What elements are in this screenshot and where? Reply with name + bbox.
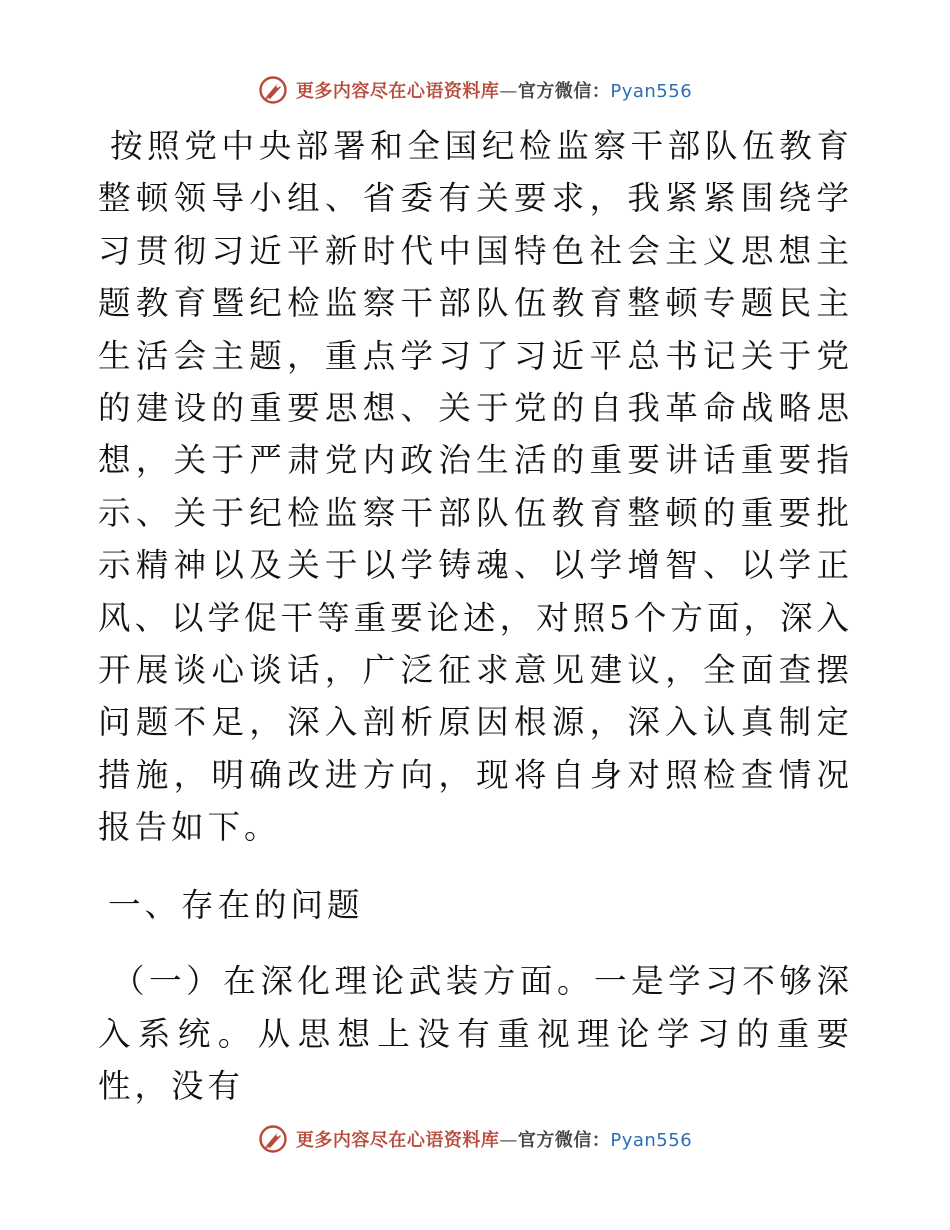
subsection-paragraph: （一）在深化理论武装方面。一是学习不够深入系统。从思想上没有重视理论学习的重要性，没有 — [98, 962, 853, 1105]
watermark-text — [296, 77, 692, 103]
pen-nib-logo-icon — [258, 75, 288, 105]
watermark-separator: — — [499, 1130, 518, 1151]
document-body — [98, 120, 853, 1112]
watermark-official-label: 官方微信： — [517, 81, 611, 102]
watermark-handle: Pyan556 — [610, 81, 693, 102]
watermark-handle: Pyan556 — [610, 1130, 693, 1151]
intro-paragraph: 按照党中央部署和全国纪检监察干部队伍教育整顿领导小组、省委有关要求，我紧紧围绕学习贯彻习近平新时代中国特色社会主义思想主题教育暨纪检监察干部队伍教育整顿专题民主生活会主题，重点学习了习近平总书记关于党的建设的重要思想、关于党的自我革命战略思想，关于严肃党内政治生活的重要讲话重要指示、关于纪检监察干部队伍教育整顿的重要批示精神以及关于以学铸魂、以学增智、以学正风、以学促干等重要论述，对照5个方面，深入开展谈心谈话，广泛征求意见建议，全面查摆问题不足，深入剖析原因根源，深入认真制定措施，明确改进方向，现将自身对照检查情况报告如下。 — [98, 127, 853, 847]
watermark-separator: — — [499, 81, 518, 102]
watermark-lead-text: 更多内容尽在心语资料库 — [295, 81, 500, 102]
watermark-text — [296, 1126, 692, 1152]
header-watermark-banner — [0, 72, 950, 108]
footer-watermark-banner — [0, 1121, 950, 1157]
watermark-official-label: 官方微信： — [517, 1130, 611, 1151]
pen-nib-logo-icon — [258, 1124, 288, 1154]
watermark-lead-text: 更多内容尽在心语资料库 — [295, 1130, 500, 1151]
section-heading: 一、存在的问题 — [108, 885, 364, 924]
